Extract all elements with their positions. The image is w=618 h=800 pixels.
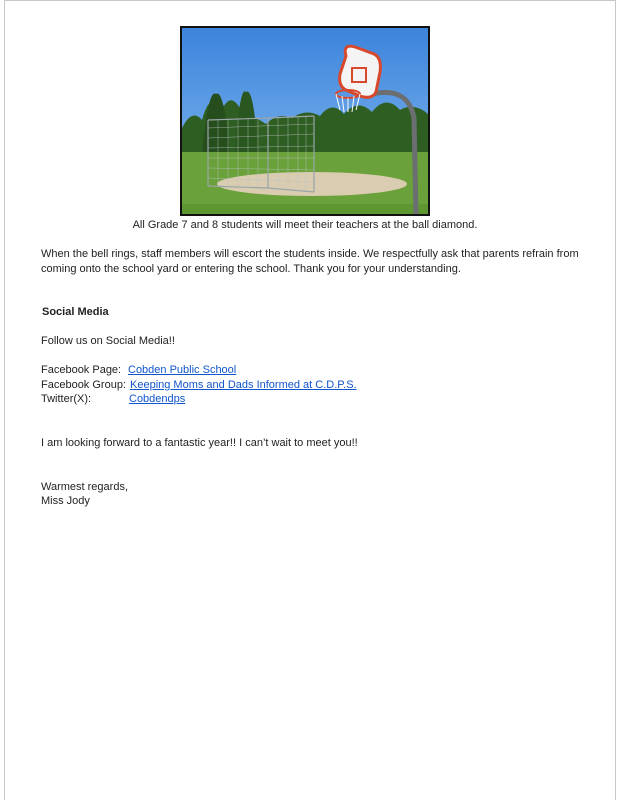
body-paragraph: When the bell rings, staff members will escort the students inside. We respectfully ask that parents refrain from coming onto the school yard or entering the school. Thank you for your understanding. <box>41 248 579 275</box>
facebook-group-row <box>41 378 357 393</box>
facebook-page-row <box>41 363 237 378</box>
twitter-link[interactable]: Cobdendps <box>129 393 186 405</box>
signoff-name: Miss Jody <box>41 495 90 507</box>
social-media-intro: Follow us on Social Media!! <box>41 335 175 347</box>
facebook-group-link[interactable]: Keeping Moms and Dads Informed at C.D.P.S. <box>130 379 357 391</box>
facebook-page-label: Facebook Page: <box>41 364 122 376</box>
facebook-group-label: Facebook Group: <box>41 379 126 391</box>
closing-line: I am looking forward to a fantastic year!! I can’t wait to meet you!! <box>41 437 358 449</box>
signoff-regards: Warmest regards, <box>41 481 129 493</box>
document-page <box>4 0 616 800</box>
facebook-page-link[interactable]: Cobden Public School <box>128 364 237 376</box>
basketball-court-photo <box>180 26 430 216</box>
twitter-row <box>41 392 186 407</box>
social-media-heading: Social Media <box>42 306 109 318</box>
photo-caption: All Grade 7 and 8 students will meet their teachers at the ball diamond. <box>132 219 478 231</box>
twitter-label: Twitter(X): <box>41 393 92 405</box>
